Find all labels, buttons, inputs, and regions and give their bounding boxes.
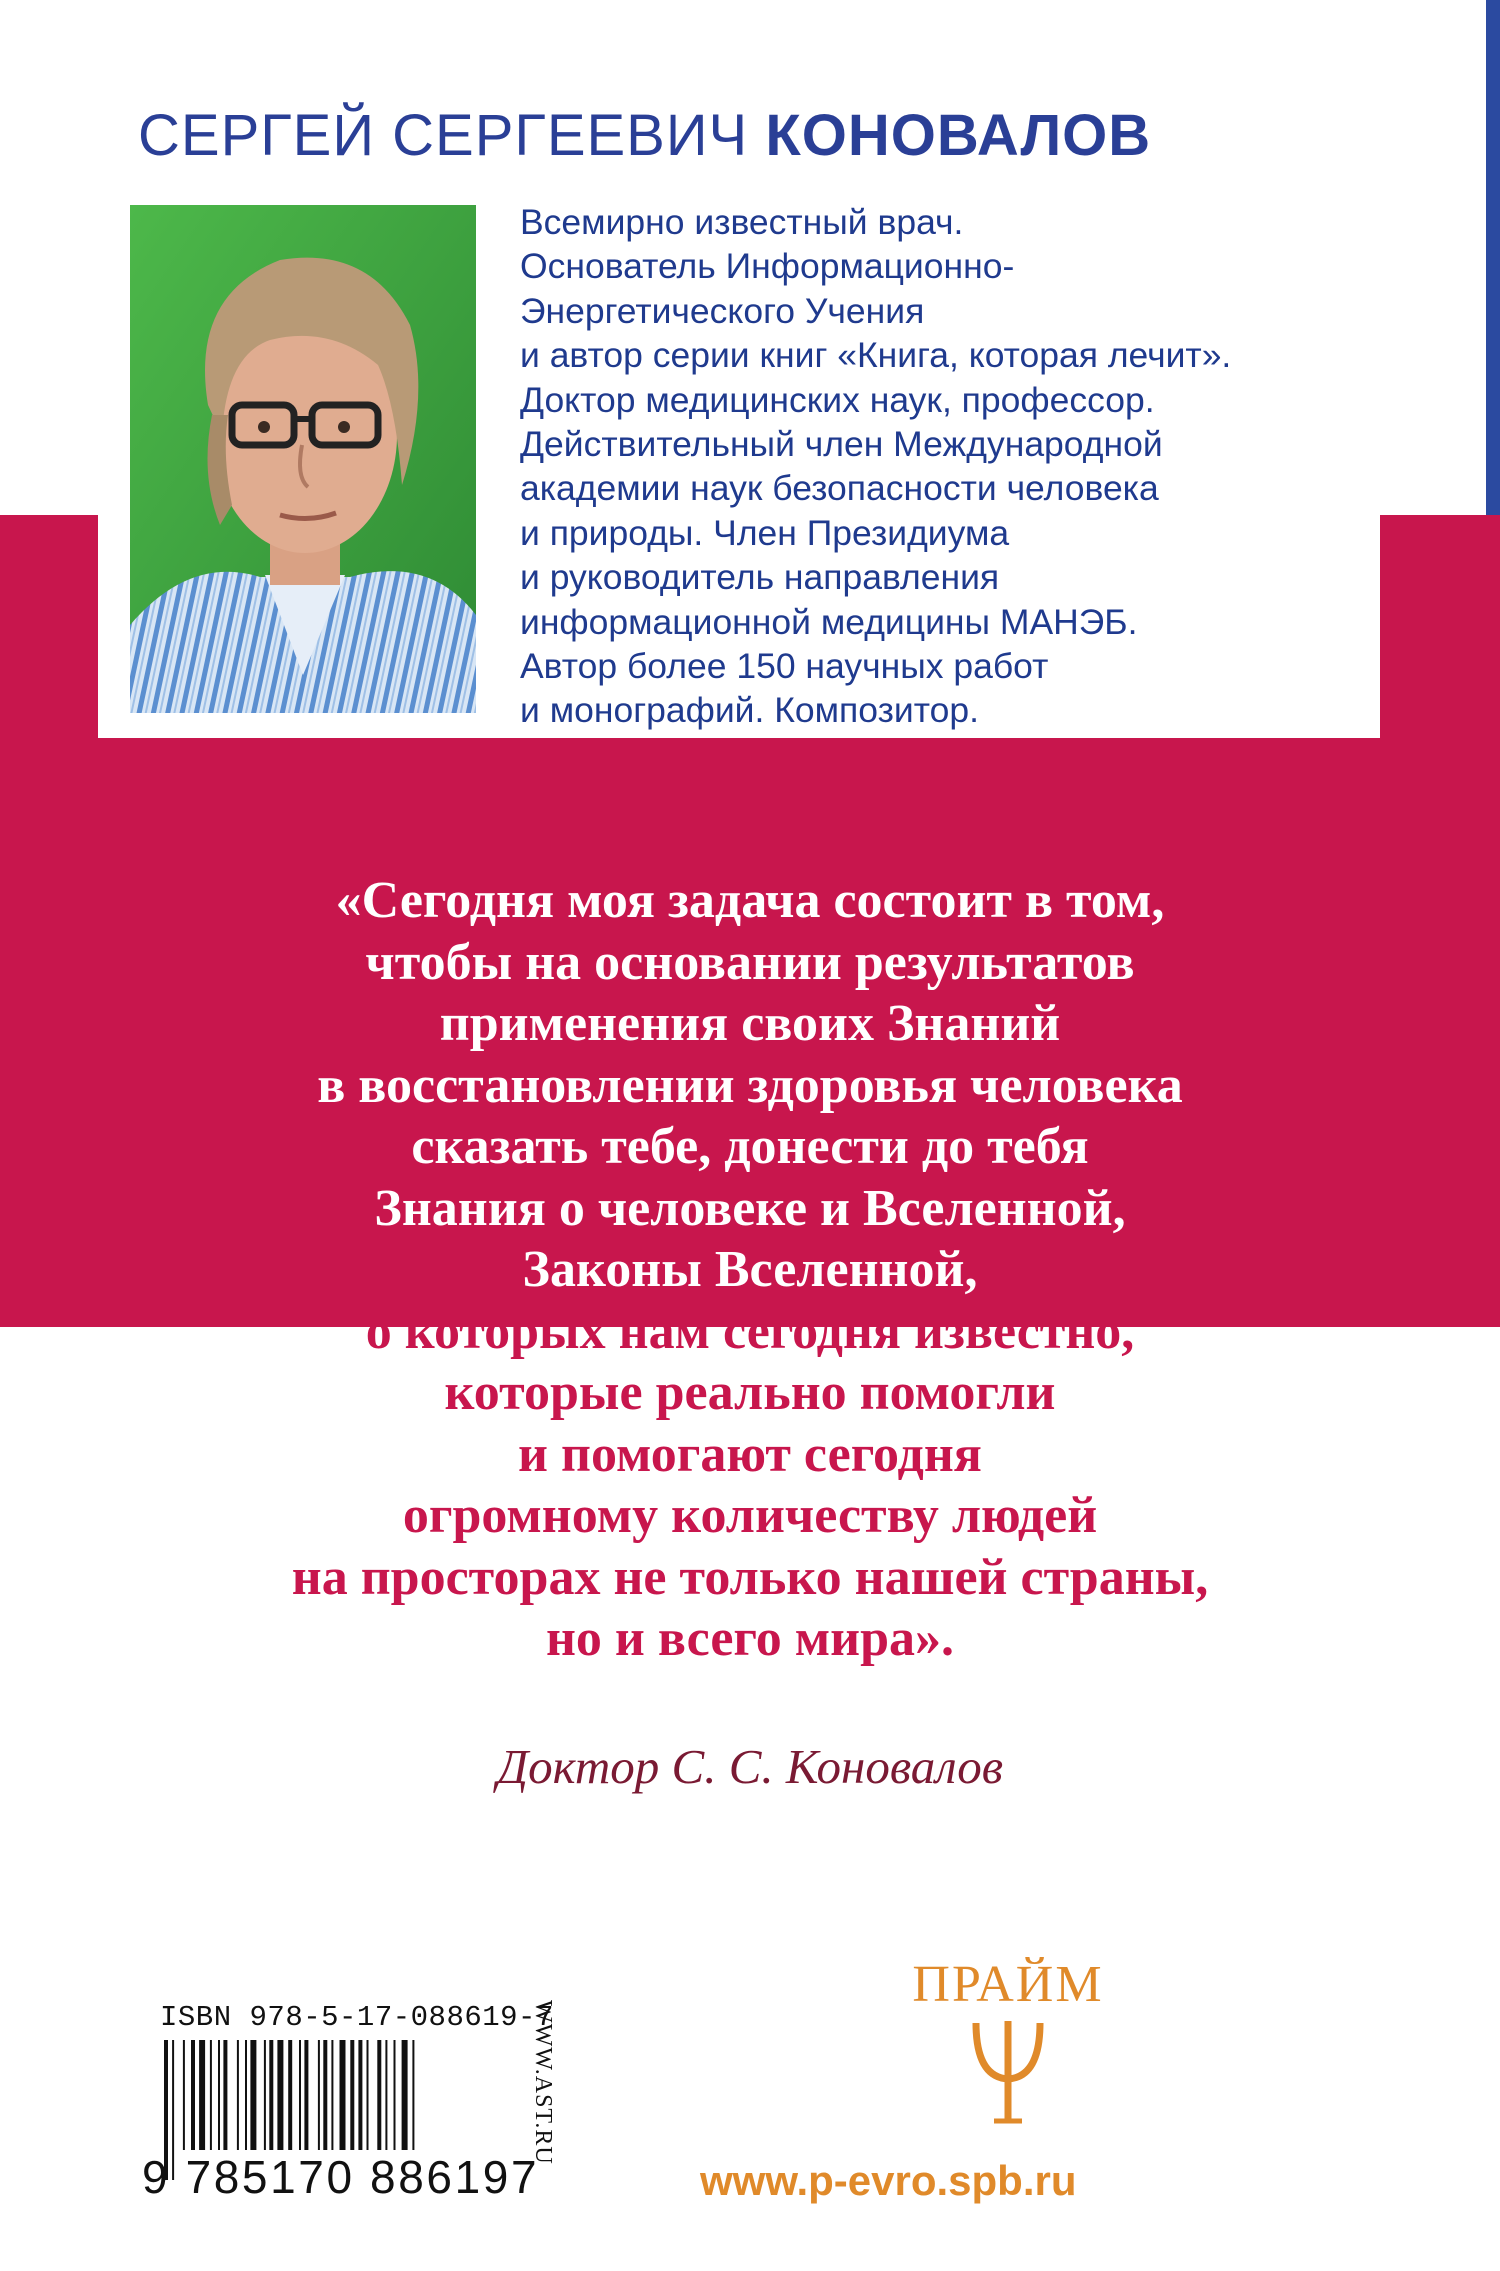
bio-line: и природы. Член Президиума (520, 512, 1010, 553)
quote-line: но и всего мира». (545, 1610, 955, 1667)
bio-line: и руководитель направления (520, 557, 1000, 598)
psi-icon (958, 2017, 1058, 2137)
quote-line: на просторах не только нашей страны, (291, 1548, 1209, 1606)
quote-line: применения своих Знаний (439, 995, 1061, 1052)
bio-line: Основатель Информационно- (520, 246, 1015, 287)
quote-line: о которых нам сегодня известно, (365, 1302, 1135, 1360)
bio-line: Всемирно известный врач. (520, 202, 964, 242)
author-first-names: СЕРГЕЙ СЕРГЕЕВИЧ (138, 103, 749, 168)
isbn-label: ISBN 978-5-17-088619-7 (160, 2001, 554, 2034)
quote-line: которые реально помогли (444, 1364, 1056, 1421)
portrait-image (130, 205, 476, 713)
quote-line: огромному количеству людей (402, 1487, 1098, 1544)
bio-line: Автор более 150 научных работ (520, 646, 1049, 687)
bio-line: и автор серии книг «Книга, которая лечит». (520, 335, 1232, 376)
bio-line: Действительный член Международной (520, 424, 1163, 465)
quote-line: и помогают сегодня (518, 1425, 982, 1483)
author-bio (520, 200, 1370, 733)
bio-line: и монографий. Композитор. (520, 690, 979, 731)
bio-line: Энергетического Учения (520, 290, 925, 331)
quote-line: «Сегодня моя задача состоит в том, (335, 872, 1165, 929)
barcode-digits: 9 785170 886197 (142, 2151, 540, 2203)
bio-line: Доктор медицинских наук, профессор. (520, 379, 1155, 420)
publisher-url: www.p-evro.spb.ru (700, 2157, 1077, 2204)
author-quote (0, 870, 1500, 1670)
author-last-name: КОНОВАЛОВ (765, 103, 1152, 168)
quote-attribution: Доктор С. С. Коновалов (496, 1739, 1004, 1794)
quote-line: Знания о человеке и Вселенной, (374, 1179, 1126, 1237)
author-portrait (130, 205, 476, 713)
author-name (138, 102, 1438, 169)
website-vertical: WWW.AST.RU (530, 2000, 556, 2165)
publisher-logo-text: ПРАЙМ (912, 1956, 1104, 2013)
quote-line: в восстановлении здоровья человека (317, 1056, 1183, 1114)
bio-line: информационной медицины МАНЭБ. (520, 601, 1138, 642)
quote-line: Законы Вселенной, (522, 1241, 978, 1298)
bio-line: академии наук безопасности человека (520, 468, 1159, 509)
quote-line: чтобы на основании результатов (365, 933, 1135, 991)
publisher-logo (888, 1955, 1128, 2145)
edge-stripe (1486, 0, 1500, 520)
quote-line: сказать тебе, донести до тебя (411, 1118, 1089, 1175)
